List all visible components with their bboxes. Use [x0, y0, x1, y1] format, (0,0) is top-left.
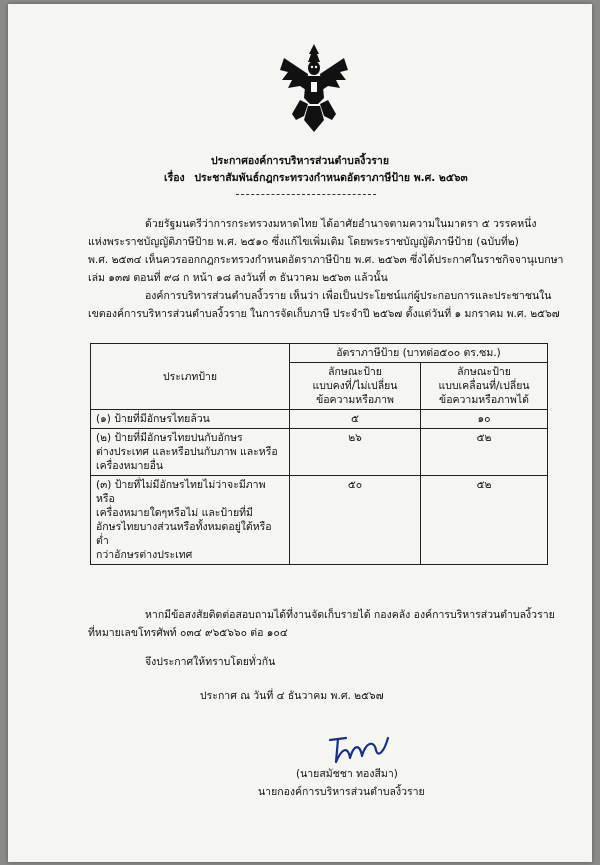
- contact-line2: ที่หมายเลขโทรศัพท์ ๐๓๔ ๙๖๕๖๖๐ ต่อ ๑๐๔: [88, 627, 288, 639]
- para1-line3: พ.ศ. ๒๕๓๔ เห็นควรออกกฎกระทรวงกำหนดอัตราภาษีป้าย พ.ศ. ๒๕๖๓ ซึ่งได้ประกาศในราชกิจจานุเบกษา: [88, 254, 564, 266]
- subject-label: เรื่อง: [164, 172, 185, 184]
- sign-type-cell: (๓) ป้ายที่ไม่มีอักษรไทยไม่ว่าจะมีภาพหรือ เครื่องหมายใดๆหรือไม่ และป้ายที่มี อักษรไทยบางส่วนหรือทั้งหมดอยู่ใต้หรือต่ำ กว่าอักษรต่างประเทศ: [91, 476, 290, 565]
- fixed-rate-cell: ๕: [290, 410, 421, 429]
- fixed-sign-header: ลักษณะป้าย แบบคงที่/ไม่เปลี่ยน ข้อความหรือภาพ: [290, 363, 421, 410]
- closing-line: จึงประกาศให้ทราบโดยทั่วกัน: [145, 656, 276, 668]
- rate-header: อัตราภาษีป้าย (บาทต่อ๕๐๐ ตร.ซม.): [290, 344, 548, 363]
- signer-title: นายกองค์การบริหารส่วนตำบลงิ้วราย: [258, 786, 425, 798]
- contact-line1: หากมีข้อสงสัยติดต่อสอบถามได้ที่งานจัดเก็บรายได้ กองคลัง องค์การบริหารส่วนตำบลงิ้วราย: [145, 609, 555, 621]
- subject-line: [164, 171, 468, 185]
- announcement-org: ประกาศองค์การบริหารส่วนตำบลงิ้วราย: [211, 155, 389, 167]
- para2-line1: องค์การบริหารส่วนตำบลงิ้วราย เห็นว่า เพื่อเป็นประโยชน์แก่ผู้ประกอบการและประชาชนใน: [145, 290, 552, 302]
- garuda-emblem: [278, 42, 350, 134]
- moving-rate-cell: ๑๐: [421, 410, 548, 429]
- signature: [326, 732, 390, 766]
- subject-text: ประชาสัมพันธ์กฎกระทรวงกำหนดอัตราภาษีป้าย พ.ศ. ๒๕๖๓: [194, 172, 468, 184]
- para1-line2: แห่งพระราชบัญญัติภาษีป้าย พ.ศ. ๒๕๑๐ ซึ่งแก้ไขเพิ่มเติม โดยพระราชบัญญัติภาษีป้าย (ฉบับที่๒): [88, 236, 519, 248]
- para2-line2: เขตองค์การบริหารส่วนตำบลงิ้วราย ในการจัดเก็บภาษี ประจำปี ๒๕๖๗ ตั้งแต่วันที่ ๑ มกราคม พ.ศ. ๒๕๖๗: [88, 308, 560, 320]
- sign-type-cell: (๒) ป้ายที่มีอักษรไทยปนกับอักษร ต่างประเทศ และหรือปนกับภาพ และหรือ เครื่องหมายอื่น: [91, 429, 290, 476]
- title-divider: [236, 194, 376, 195]
- sign-type-cell: (๑) ป้ายที่มีอักษรไทยล้วน: [91, 410, 290, 429]
- date-line: ประกาศ ณ วันที่ ๔ ธันวาคม พ.ศ. ๒๕๖๗: [200, 690, 384, 702]
- table-row: [91, 429, 548, 476]
- para1-line4: เล่ม ๑๓๗ ตอนที่ ๙๘ ก หน้า ๑๘ ลงวันที่ ๓ ธันวาคม ๒๕๖๓ แล้วนั้น: [88, 272, 388, 284]
- table-header-row: [91, 344, 548, 363]
- document-page: [8, 4, 592, 862]
- para1-line1: ด้วยรัฐมนตรีว่าการกระทรวงมหาดไทย ได้อาศัยอำนาจตามความในมาตรา ๕ วรรคหนึ่ง: [145, 218, 537, 230]
- fixed-rate-cell: ๒๖: [290, 429, 421, 476]
- fixed-rate-cell: ๕๐: [290, 476, 421, 565]
- signer-name: (นายสมัชชา ทองสีมา): [296, 768, 398, 780]
- moving-rate-cell: ๕๒: [421, 429, 548, 476]
- moving-sign-header: ลักษณะป้าย แบบเคลื่อนที่/เปลี่ยน ข้อความหรือภาพได้: [421, 363, 548, 410]
- table-row: [91, 410, 548, 429]
- moving-rate-cell: ๕๒: [421, 476, 548, 565]
- table-row: [91, 476, 548, 565]
- type-header: ประเภทป้าย: [91, 344, 290, 410]
- tax-rate-table: [90, 343, 548, 565]
